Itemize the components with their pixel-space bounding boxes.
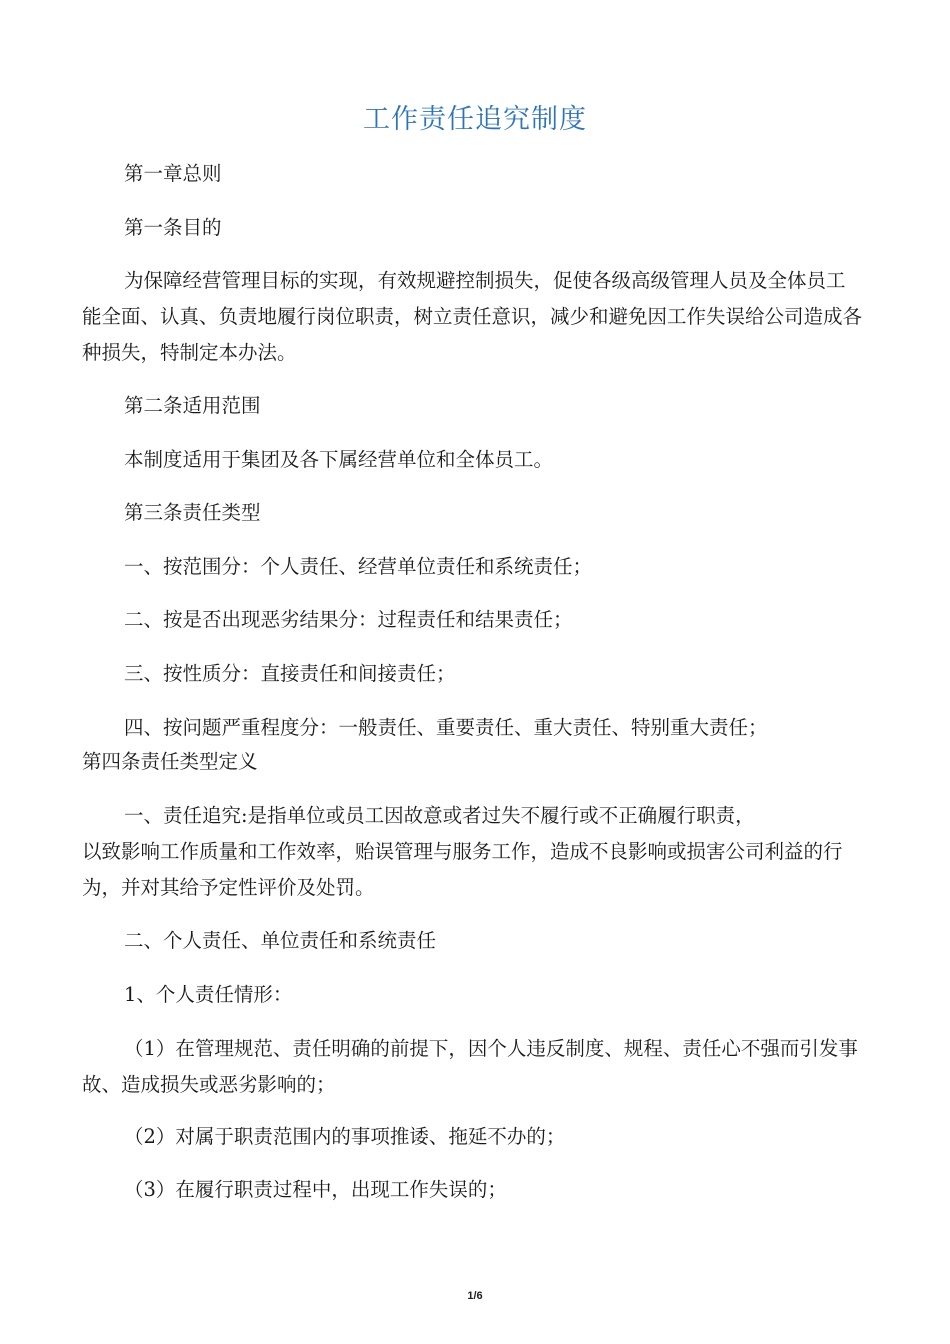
chapter-heading: 第一章总则 — [124, 162, 222, 185]
document-title: 工作责任追究制度 — [363, 104, 587, 135]
list-item: 三、按性质分：直接责任和间接责任； — [124, 662, 456, 685]
body-paragraph: 本制度适用于集团及各下属经营单位和全体员工。 — [124, 448, 554, 471]
article-heading: 第一条目的 — [124, 216, 222, 239]
list-item: （1）在管理规范、责任明确的前提下，因个人违反制度、规程、责任心不强而引发事故、造成损失或恶劣影响的； — [82, 1037, 858, 1096]
page-number: 1/6 — [467, 1290, 483, 1302]
article-heading: 第三条责任类型 — [124, 501, 261, 524]
list-item: （3）在履行职责过程中，出现工作失误的； — [124, 1178, 507, 1201]
body-paragraph: 以致影响工作质量和工作效率，贻误管理与服务工作，造成不良影响或损害公司利益的行为，并对其给予定性评价及处罚。 — [82, 840, 843, 899]
section-heading: 二、个人责任、单位责任和系统责任 — [124, 929, 437, 952]
list-item: 二、按是否出现恶劣结果分：过程责任和结果责任； — [124, 608, 573, 631]
article-heading: 第四条责任类型定义 — [82, 750, 258, 773]
list-item: 一、按范围分：个人责任、经营单位责任和系统责任； — [124, 555, 593, 578]
body-paragraph: 一、责任追究:是指单位或员工因故意或者过失不履行或不正确履行职责， — [124, 804, 755, 827]
list-item: （2）对属于职责范围内的事项推诿、拖延不办的； — [124, 1125, 566, 1148]
body-paragraph: 为保障经营管理目标的实现，有效规避控制损失，促使各级高级管理人员及全体员工能全面、认真、负责地履行岗位职责，树立责任意识，减少和避免因工作失误给公司造成各种损失，特制定本办法。 — [82, 269, 863, 364]
article-heading: 第二条适用范围 — [124, 394, 261, 417]
list-item: 四、按问题严重程度分：一般责任、重要责任、重大责任、特别重大责任； — [124, 716, 768, 739]
subsection-heading: 1、个人责任情形： — [124, 983, 293, 1006]
